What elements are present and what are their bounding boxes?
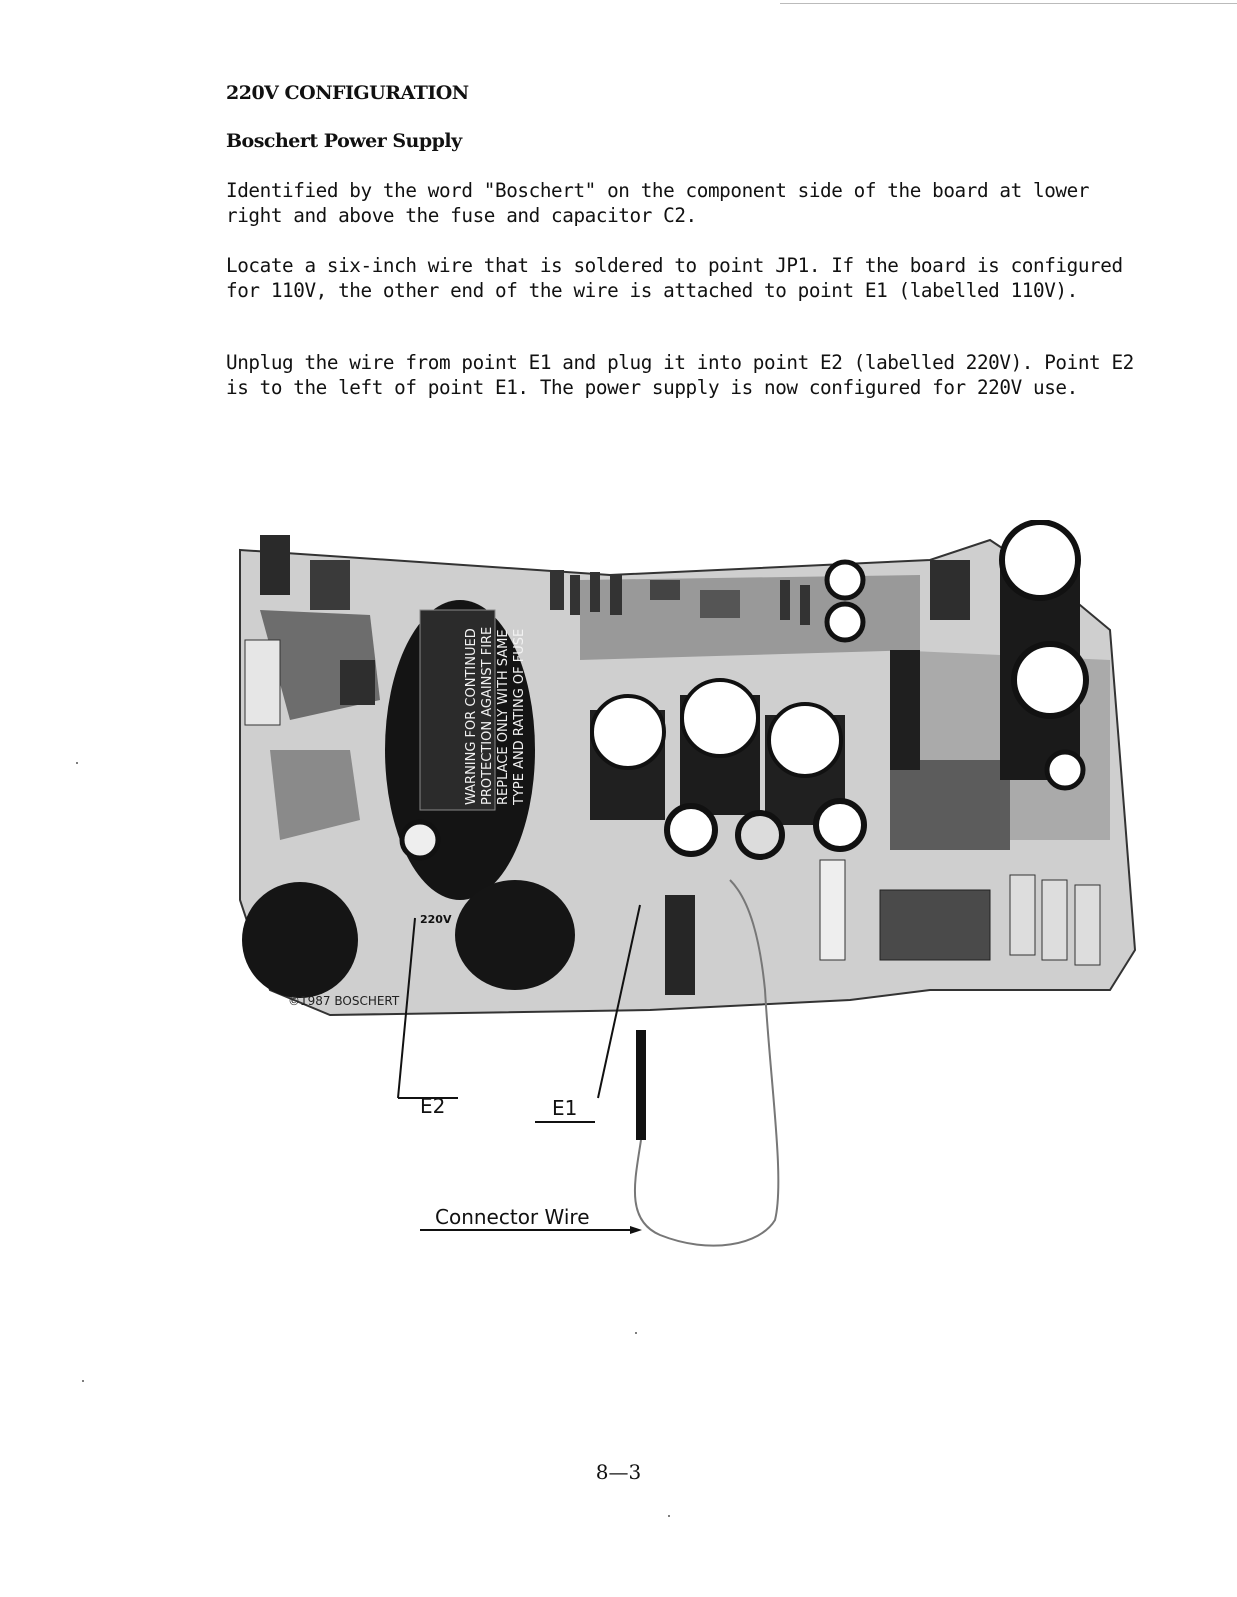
scan-speck: [82, 1380, 84, 1382]
section-heading: Boschert Power Supply: [226, 130, 462, 152]
board-label-220v: 220V: [420, 913, 452, 926]
warning-line-2: PROTECTION AGAINST FIRE: [480, 626, 495, 805]
paragraph-identification: Identified by the word "Boschert" on the component side of the board at lower right and above the fuse and capacitor C2.: [226, 179, 1090, 227]
warning-line-4: TYPE AND RATING OF FUSE: [512, 628, 527, 805]
page-number: 8—3: [595, 1460, 642, 1484]
connector-arrow: [630, 1226, 642, 1234]
scan-speck: [668, 1515, 670, 1517]
page-title: 220V CONFIGURATION: [226, 82, 469, 104]
scan-speck: [635, 1332, 637, 1334]
warning-line-3: REPLACE ONLY WITH SAME: [496, 629, 511, 805]
callout-e2: E2: [420, 1094, 446, 1118]
warning-line-1: WARNING FOR CONTINUED: [464, 628, 479, 805]
board-maker-label: ©1987 BOSCHERT: [288, 994, 400, 1008]
top-rule: [780, 3, 1237, 4]
callout-connector-wire: Connector Wire: [435, 1205, 590, 1229]
paragraph-reconfigure: Unplug the wire from point E1 and plug it into point E2 (labelled 220V). Point E2 is to the left of point E1. The power supply is now configured for 220V use.: [226, 351, 1134, 399]
power-supply-photo: [230, 520, 1150, 1275]
scan-speck: [76, 762, 78, 764]
callout-e1: E1: [552, 1096, 578, 1120]
paragraph-locate-wire: Locate a six-inch wire that is soldered to point JP1. If the board is configured for 110V, the other end of the wire is attached to point E1 (labelled 110V).: [226, 254, 1123, 302]
